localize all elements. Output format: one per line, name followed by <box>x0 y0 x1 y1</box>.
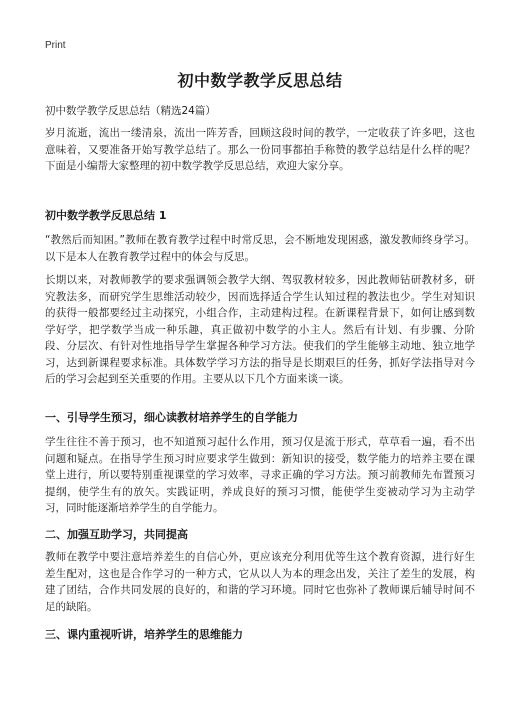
paragraph-1: “教然后而知困。”教师在教育教学过程中时常反思，会不断地发现困惑，激发教师终身学习。以下是本人在教育教学过程中的体会与反思。 <box>45 234 475 263</box>
heading-3: 三、课内重视听讲，培养学生的思维能力 <box>45 628 243 641</box>
page-title: 初中数学教学反思总结 <box>177 71 343 90</box>
section-title: 初中数学教学反思总结 1 <box>45 209 167 222</box>
heading-2: 二、加强互助学习，共同提高 <box>45 528 188 541</box>
paragraph-3: 学生往往不善于预习，也不知道预习起什么作用，预习仅是流于形式，草草看一遍，看不出问题和疑点。在指导学生预习时应要求学生做到：新知识的接受，数学能力的培养主要在课堂上进行，所以要特别重视课堂的学习效率，寻求正确的学习方法。预习前教师先布置预习提纲，使学生有的放矢。实践证明，养成良好的预习习惯，能使学生变被动学习为主动学习，同时能逐渐培养学生的自学能力。 <box>45 436 475 514</box>
intro-paragraph: 岁月流逝，流出一缕清泉，流出一阵芳香，回顾这段时间的教学，一定收获了许多吧，这也意味着，又要准备开始写教学总结了。那么一份同事都拍手称赞的教学总结是什么样的呢？下面是小编帮大家整理的初中数学教学反思总结，欢迎大家分享。 <box>45 127 475 172</box>
heading-1: 一、引导学生预习，细心读教材培养学生的自学能力 <box>45 411 298 424</box>
print-label: Print <box>45 40 66 51</box>
paragraph-2: 长期以来，对教师教学的要求强调领会教学大纲、驾驭教材较多，因此教师钻研教材多，研究教法多，而研究学生思维活动较少，因而选择适合学生认知过程的教法也少。学生对知识的获得一般都要经过主动探究，小组合作，主动建构过程。在新课程背景下，如何让感到数学好学，把学数学当成一种乐趣，真正做初中数学的小主人。然后有计划、有步骤、分阶段、分层次、有针对性地指导学生掌握各种学习方法。使我们的学生能够主动地、独立地学习，达到新课程要求标准。具体数学学习方法的指导是长期艰巨的任务，抓好学法指导对今后的学习会起到至关重要的作用。主要从以下几个方面来谈一谈。 <box>45 274 475 385</box>
document-subtitle: 初中数学教学反思总结（精选24篇） <box>45 105 216 117</box>
paragraph-4: 教师在教学中要注意培养差生的自信心外，更应该充分利用优等生这个教育资源，进行好生差生配对，这也是合作学习的一种方式，它从以人为本的理念出发，关注了差生的发展，构建了团结，合作共同发展的良好的，和谐的学习环境。同时它也弥补了教师课后辅导时间不足的缺陷。 <box>45 551 475 613</box>
